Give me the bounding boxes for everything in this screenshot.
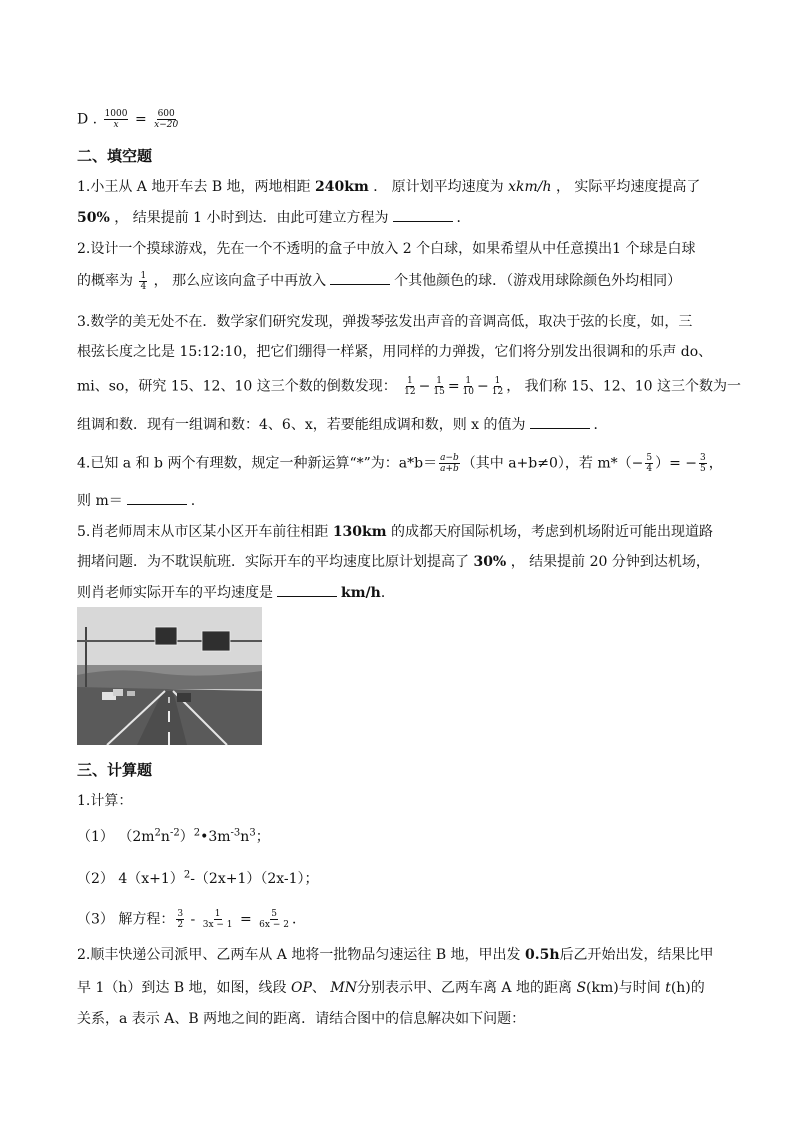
answer-blank[interactable] [127,490,187,505]
fraction: $\frac{1}{10}$ [462,376,474,397]
fraction: $\frac{1}{12}$ [404,376,416,397]
section-heading-calculation: 三、计算题 [77,761,153,779]
calc-part-1: （1） $(2m^2n^{-2})^2•3m^{-3}n^3$； [77,827,270,845]
answer-blank[interactable] [330,270,390,285]
option-d: D . $\frac{1000}{x}$ = $\frac{600}{x-20}$ [77,109,179,130]
question-4-line-2: 则 m＝ . [77,490,195,510]
calc-part-2: （2） $4(x+1)^2-(2x+1)(2x-1)$； [77,869,319,887]
calc-part-3: （3） 解方程： $\frac{3}{2}$ - $\frac{1}{3x - 1}$ = $\frac{5}{6x - 2}$ ． [77,909,306,930]
highway-photo [77,607,262,745]
fraction: $\frac{3}{2}$ [177,909,184,930]
fraction: $\frac{1000}{x}$ [104,109,128,130]
question-3-line-1: 3.数学的美无处不在．数学家们研究发现，弹拨琴弦发出声音的音调高低，取决于弦的长度，如，三 [77,314,693,330]
fraction: $\frac{600}{x-20}$ [154,109,179,130]
fraction: $\frac{a-b}{a+b}$ [440,453,459,474]
question-5-line-2: 拥堵问题．为不耽误航班．实际开车的平均速度比原计划提高了 30% ， 结果提前 20 分钟到达机场， [77,554,710,570]
fraction: $\frac{5}{6x - 2}$ [259,909,289,930]
highway-scene-icon [77,607,262,745]
answer-blank[interactable] [277,582,337,597]
answer-blank[interactable] [530,414,590,429]
question-2-line-2: 的概率为 $\frac{1}{4}$ ， 那么应该向盒子中再放入 个其他颜色的球．（游戏用球除颜色外均相同） [77,270,682,292]
fraction: $\frac{1}{12}$ [491,376,504,397]
question-3-line-3: mi、so，研究 15、12、10 这三个数的倒数发现： $\frac{1}{12}$ − $\frac{1}{15}$ = $\frac{1}{10}$ − $\frac{1}{12}$ ， 我们称 15、12、10 这三个数为一 [77,376,741,397]
fraction: $\frac{5}{4}$ [646,453,653,474]
question-4-line-1: 4.已知 a 和 b 两个有理数，规定一种新运算“*”为：a*b＝ $\frac{a-b}{a+b}$ （其中 a+b≠0），若 m*（− $\frac{5}{4}$ ）= − $\frac{3}{5}$ ， [77,453,723,474]
question-3-line-4: 组调和数．现有一组调和数：4、6、x，若要能组成调和数，则 x 的值为 ． [77,414,608,434]
question-3-line-2: 根弦长度之比是 15:12:10，把它们绷得一样紧，用同样的力弹拨，它们将分别发出很调和的乐声 do、 [77,344,713,360]
calc-question-2-line-3: 关系，a 表示 A、B 两地之间的距离．请结合图中的信息解决如下问题： [77,1011,526,1027]
calc-question-1: 1.计算： [77,793,133,809]
calc-question-2-line-2: 早 1（h）到达 B 地，如图，线段 OP、 MN分别表示甲、乙两车离 A 地的距离 S(km)与时间 t(h)的 [77,980,705,996]
fraction: $\frac{3}{5}$ [700,453,706,474]
question-2-line-1: 2.设计一个摸球游戏，先在一个不透明的盒子中放入 2 个白球，如果希望从中任意摸出1 个球是白球 [77,241,696,257]
question-5-line-1: 5.肖老师周末从市区某小区开车前往相距 130km 的成都天府国际机场，考虑到机场附近可能出现道路 [77,524,714,540]
fraction: $\frac{1}{15}$ [433,376,445,397]
question-5-line-3: 则肖老师实际开车的平均速度是 km/h． [77,582,395,602]
fraction: $\frac{1}{3x - 1}$ [202,909,233,930]
question-1-line-1: 1.小王从 A 地开车去 B 地，两地相距 240km ． 原计划平均速度为 xkm/h ， 实际平均速度提高了 [77,179,701,195]
question-1-line-2: 50% ， 结果提前 1 小时到达．由此可建立方程为 ． [77,207,471,227]
answer-blank[interactable] [393,207,453,222]
fraction: $\frac{1}{4}$ [140,270,147,292]
section-heading-fill-in: 二、填空题 [77,147,153,165]
calc-question-2-line-1: 2.顺丰快递公司派甲、乙两车从 A 地将一批物品匀速运往 B 地，甲出发 0.5h后乙开始出发，结果比甲 [77,947,714,963]
